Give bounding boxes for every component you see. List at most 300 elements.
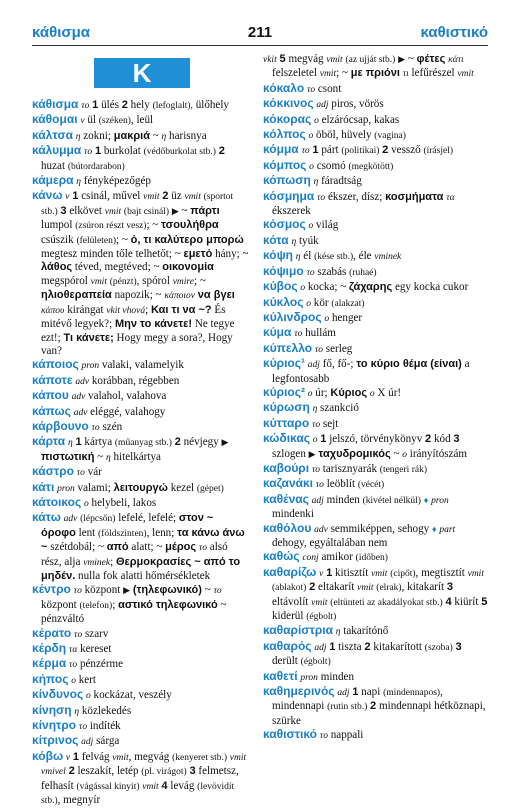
phrase-arrow-icon: ▶ (171, 205, 179, 216)
grammar-label: η (295, 252, 301, 263)
grammar-label: ο (300, 283, 306, 294)
grammar-label: vmit (357, 583, 374, 594)
definition-text: nulla fok alatti hőmérsékletek (75, 570, 211, 582)
grammar-label: το (311, 464, 321, 475)
grammar-label: vminek (374, 252, 402, 263)
grammar-label: vmit (467, 568, 484, 579)
usage-note: (politikai) (341, 146, 380, 157)
section-letter: Κ (94, 58, 190, 88)
usage-note: (kése stb.) (314, 252, 354, 263)
grammar-label: το (301, 146, 310, 157)
dictionary-entry (263, 326, 489, 341)
grammar-label: κάτι (448, 55, 464, 65)
grammar-label: conj (302, 553, 319, 564)
headword: κάθισμα (32, 97, 79, 111)
definition-text: valami; (74, 481, 114, 494)
definition-text: szétdobál; ~ (47, 541, 107, 554)
dictionary-entry (263, 640, 489, 670)
headword: κίνηση (32, 702, 72, 717)
dictionary-entry (32, 189, 251, 358)
usage-note: (ruhaé) (349, 267, 377, 278)
definition-text: henger (329, 311, 363, 324)
headword: κόβω (32, 748, 64, 763)
headword: κάλυμμα (32, 143, 82, 158)
definition-text: Ne tegye ezt!; (41, 318, 235, 344)
usage-note: (az ujját stb.) (345, 55, 396, 65)
definition-text: tyúk (296, 234, 319, 247)
dictionary-entry (32, 583, 251, 626)
definition-text: megspórol (41, 274, 91, 287)
definition-text: leöblít (323, 478, 358, 491)
grammar-label: το (78, 722, 88, 733)
usage-note: (kenyeret stb.) (172, 752, 227, 763)
headword: καθετί (263, 668, 298, 683)
greek-phrase: από (106, 541, 129, 554)
dictionary-entry (32, 704, 251, 719)
definition-text: jelszó, törvénykönyv (326, 433, 426, 446)
definition-text: megtesz minden tőle telhetőt; ~ (41, 248, 184, 261)
definition-text: felszeletel (272, 67, 320, 80)
headword: καβούρι (263, 460, 310, 475)
definition-text: közlekedés (79, 704, 132, 717)
grammar-label: v (319, 568, 324, 579)
grammar-label: το (306, 84, 316, 95)
sense-number: 1 (329, 640, 336, 653)
grammar-label: το (314, 344, 324, 355)
definition-text: kód (431, 433, 454, 446)
usage-note: (vágással kinyit) (76, 781, 140, 792)
grammar-label: vmit (104, 206, 122, 217)
definition-text: valaki, valamelyik (99, 359, 184, 372)
definition-text: kiderül (272, 610, 307, 623)
grammar-label: v (65, 752, 71, 763)
dictionary-entry (32, 657, 251, 672)
definition-text: , mindennapi (272, 686, 443, 713)
headword: κόκκινος (263, 96, 314, 111)
dictionary-entry (263, 462, 489, 477)
headword: καθημερινός (263, 684, 335, 699)
sense-number: 1 (72, 190, 79, 203)
sense-number: 5 (279, 53, 286, 65)
grammar-label: adj (337, 688, 350, 699)
grammar-label: vmit (143, 192, 160, 203)
greek-phrase: Τι κάνετε; (63, 331, 114, 344)
dictionary-entry (263, 522, 489, 551)
usage-note: (bajt csinál) (123, 206, 170, 217)
grammar-label: η (75, 131, 81, 142)
definition-text: elzárócsap, kakas (318, 113, 400, 126)
headword: κύριος¹ (263, 356, 305, 371)
definition-text: korábban, régebben (89, 374, 180, 387)
definition-text: levág (167, 779, 198, 792)
definition-text: ~ (178, 204, 191, 217)
headword: κύμα (263, 325, 292, 340)
dictionary-entry (263, 417, 489, 432)
definition-text: ; ~ (336, 67, 351, 80)
grammar-label: ο (308, 131, 314, 142)
headword: κάτω (32, 510, 61, 525)
dictionary-entry (263, 550, 489, 565)
greek-phrase: να βγει (197, 289, 235, 302)
definition-text: úr; (312, 386, 331, 399)
definition-text: burkolat (101, 145, 144, 158)
definition-text: szén (99, 420, 123, 433)
greek-phrase: πιστωτική (41, 450, 95, 463)
definition-text: ~ pénzváltó (41, 598, 227, 626)
grammar-label: το (69, 660, 78, 671)
definition-text: szarv (82, 627, 109, 640)
dictionary-entry (263, 624, 489, 639)
dictionary-entry (263, 296, 489, 311)
grammar-label: adj (81, 737, 94, 748)
definition-text: fő, fő-; (319, 358, 357, 371)
grammar-label: το (317, 192, 326, 203)
usage-note: (égbolt) (300, 657, 331, 668)
sense-number: 1 (92, 99, 99, 111)
definition-text: ~ (390, 447, 403, 460)
definition-text: szlogen (272, 447, 309, 460)
sense-number: 1 (320, 433, 327, 446)
definition-text: központ (81, 584, 124, 597)
definition-text: Hogy megy a sora?, Hogy van? (41, 331, 233, 357)
definition-text: egy kocka cukor (392, 281, 469, 294)
dictionary-entry (32, 435, 251, 465)
headword: κάλτσα (32, 127, 73, 142)
usage-note: (telefon) (79, 600, 113, 611)
dictionary-entry (32, 129, 251, 144)
left-column (32, 52, 251, 809)
definition-text: névjegy (180, 436, 222, 449)
definition-text: semmiképpen, sehogy (327, 522, 432, 535)
headword: κύβος (263, 279, 298, 294)
grammar-label: η (74, 706, 80, 717)
headword: κύκλος (263, 294, 304, 309)
dictionary-entry (263, 386, 489, 401)
diamond-icon: ♦ (431, 523, 437, 534)
definition-text: lent (75, 526, 99, 539)
grammar-label: pron (431, 495, 449, 506)
headword: κάτοικος (32, 494, 82, 509)
grammar-label: pron (300, 672, 318, 683)
grammar-label: ο (306, 298, 311, 309)
definition-text: kert (75, 673, 97, 686)
usage-note: (elrak) (376, 583, 402, 594)
headword: καθαρός (263, 638, 312, 653)
grammar-label: το (84, 147, 93, 158)
grammar-label: adv (63, 514, 78, 525)
dictionary-entry (263, 728, 489, 743)
definition-text: eléggé, valahogy (87, 405, 166, 418)
grammar-label: η (291, 236, 297, 247)
usage-note: (felületen) (76, 235, 116, 246)
definition-text: ; ~ (146, 219, 162, 232)
dictionary-entry (32, 405, 251, 420)
definition-text: eltávolít (272, 595, 312, 608)
right-column (263, 53, 489, 744)
grammar-label: ο (86, 691, 91, 702)
dictionary-entry (32, 481, 251, 496)
grammar-label: κάποιον (164, 291, 196, 302)
dictionary-entry (263, 143, 489, 158)
definition-text: , éle (353, 250, 375, 263)
definition-text: kitisztít (332, 566, 372, 579)
grammar-label: η (161, 131, 167, 142)
dictionary-entry (263, 53, 489, 82)
header-rule (32, 45, 488, 46)
definition-text: ; ~ (116, 233, 131, 246)
dictionary-entry (32, 113, 251, 128)
usage-note: (vécét) (357, 480, 385, 491)
headword: κύτταρο (263, 415, 310, 430)
definition-text: csinál, művel (78, 190, 144, 203)
sense-number: 3 (189, 765, 196, 778)
grammar-label: ο (307, 388, 313, 399)
usage-note: (írásjel) (423, 146, 453, 157)
definition-text: kereset (77, 643, 112, 656)
definition-text: kockázat, veszély (90, 689, 172, 702)
greek-phrase: ό, τι καλύτερο μπορώ (130, 233, 244, 246)
greek-phrase: στον ~ όροφο (41, 512, 214, 539)
headword: κάστρο (32, 464, 74, 479)
definition-text: kitakarított (370, 640, 425, 653)
headword: κότα (263, 232, 289, 247)
header-first-word: κάθισμα (32, 24, 91, 41)
sense-number: 2 (121, 99, 128, 111)
dictionary-entry (32, 627, 251, 642)
definition-text: mindenki (272, 508, 314, 521)
sense-number: 3 (455, 640, 462, 653)
definition-text: ; (110, 555, 116, 568)
grammar-label: ο (324, 313, 330, 324)
usage-note: (lefoglalt), (152, 101, 193, 111)
headword: κίνδυνος (32, 687, 84, 702)
grammar-label: o (402, 449, 407, 460)
greek-phrase: Κύριος (330, 386, 368, 399)
definition-text: párt (318, 144, 342, 157)
left-entries (32, 98, 251, 809)
grammar-label: adv (71, 392, 86, 403)
greek-phrase: με πριόνι (350, 67, 400, 80)
definition-text: világ (313, 219, 339, 232)
dictionary-entry (263, 685, 489, 728)
definition-text: kezel (167, 481, 197, 494)
greek-phrase: εμετό (183, 248, 213, 261)
usage-note: (sportot stb.) (41, 192, 234, 217)
grammar-label: vmit (142, 781, 159, 792)
usage-note: (megkötött) (348, 161, 394, 172)
definition-text: X úr! (374, 386, 402, 399)
greek-phrase: οικονομία (162, 261, 214, 274)
dictionary-entry (32, 389, 251, 404)
definition-text: piros, vörös (328, 98, 384, 111)
grammar-label: adj (316, 100, 329, 111)
sense-number: 2 (174, 436, 181, 449)
definition-text: csomó (313, 159, 349, 172)
definition-text: harisnya (166, 129, 207, 142)
definition-text: huzat (41, 159, 68, 172)
headword: κάπου (32, 388, 69, 403)
dictionary-entry (32, 374, 251, 389)
definition-text: hullám (302, 327, 336, 340)
definition-text: elkövet (66, 204, 105, 217)
definition-text: központ (41, 598, 80, 611)
headword: κόκαλο (263, 80, 305, 95)
grammar-label: adj (311, 495, 324, 506)
grammar-label: vmit (112, 752, 129, 763)
definition-text: valahol, valahova (85, 390, 167, 403)
greek-phrase: φέτες (416, 53, 446, 65)
grammar-label: κάπου (41, 305, 65, 316)
sense-number: 3 (446, 581, 454, 594)
grammar-label: το (198, 543, 208, 554)
headword: κάποιος (32, 357, 79, 372)
usage-note: (pl. virágot) (141, 767, 187, 778)
dictionary-entry (32, 719, 251, 734)
greek-phrase: ζάχαρης (349, 281, 393, 294)
headword: κύρωση (263, 400, 310, 415)
usage-note: (mindennapos) (383, 688, 441, 699)
headword: κάνω (32, 188, 63, 203)
grammar-label: το (73, 586, 82, 597)
dictionary-entry (263, 174, 489, 189)
dictionary-entry (32, 358, 251, 373)
grammar-label: vkit (263, 55, 277, 65)
sense-number: 1 (72, 750, 80, 763)
sense-number: 2 (309, 581, 316, 594)
definition-text: vessző (388, 144, 424, 157)
greek-phrase: (τηλεφωνικό) (132, 584, 202, 597)
usage-note: (eltünteti az akadályokat stb.) (330, 597, 443, 608)
dictionary-entry (263, 97, 489, 112)
grammar-label: το (213, 586, 222, 597)
grammar-label: v (80, 116, 85, 127)
headword: καθώς (263, 549, 300, 564)
definition-text: , spórol (136, 274, 173, 287)
usage-note: (bútordarabon) (67, 161, 125, 172)
definition-text: ~ (201, 584, 214, 597)
dictionary-entry (263, 477, 489, 492)
headword: κέρατο (32, 625, 72, 640)
sense-number: 2 (68, 765, 75, 778)
grammar-label: το (306, 267, 315, 278)
dictionary-entry (32, 750, 251, 809)
dictionary-entry (263, 342, 489, 357)
grammar-label: vmit (326, 55, 343, 65)
grammar-label: το (294, 329, 303, 340)
usage-note: (égbolt) (306, 612, 337, 623)
dictionary-entry (263, 234, 489, 249)
definition-text: kocka; ~ (305, 281, 350, 294)
dictionary-entry (32, 465, 251, 480)
grammar-label: vmit (319, 69, 337, 80)
grammar-label: adj (314, 642, 327, 653)
dictionary-entry (32, 496, 251, 511)
definition-text: vár (84, 466, 102, 479)
definition-text: szankció (317, 402, 359, 415)
dictionary-entry (263, 401, 489, 416)
grammar-label: vmit (311, 597, 328, 608)
headword: κήπος (32, 671, 69, 686)
dictionary-entry (263, 218, 489, 233)
headword: κέρμα (32, 656, 67, 671)
definition-text: téved, megtéved; ~ (72, 261, 163, 274)
headword: κέντρο (32, 582, 71, 597)
grammar-label: το (76, 468, 85, 479)
headword: κόσμημα (263, 188, 315, 203)
header-last-word: καθιστικό (420, 24, 488, 41)
usage-note: (pénzt) (109, 276, 137, 287)
grammar-label: vmit (90, 276, 107, 287)
grammar-label: το (91, 422, 100, 433)
greek-phrase: μέρος (165, 541, 197, 554)
definition-text: ~ (149, 129, 162, 142)
greek-phrase: λάθος (41, 261, 73, 274)
definition-text: , megtisztít (415, 566, 468, 579)
headword: καθόλου (263, 520, 312, 535)
grammar-label: pron (57, 483, 75, 494)
grammar-label: vkit vhová (106, 305, 146, 316)
definition-text: felvág (79, 750, 113, 763)
definition-text: És mitévő legyek?; (41, 303, 226, 331)
definition-text: eltakarít (315, 581, 358, 594)
grammar-label: ο (314, 115, 319, 126)
dictionary-entry (32, 420, 251, 435)
definition-text: kör (311, 296, 332, 309)
dictionary-entry (32, 144, 251, 174)
sense-number: 1 (94, 145, 102, 158)
phrase-arrow-icon: ▶ (123, 585, 131, 596)
usage-note: (kivétel nélkül) (362, 495, 421, 506)
dictionary-entry (263, 82, 489, 97)
definition-text: minden (323, 493, 363, 506)
usage-note: (zsúron részt vesz) (75, 221, 147, 232)
grammar-label: adv (314, 524, 328, 535)
definition-text: szabás (314, 265, 350, 278)
headword: κίτρινος (32, 733, 79, 748)
definition-text: él (300, 250, 315, 263)
sense-number: 2 (364, 640, 371, 653)
greek-phrase: πάρτι (190, 204, 220, 217)
dictionary-entry (263, 493, 489, 522)
definition-text: fáradtság (318, 175, 362, 188)
headword: κόλπος (263, 127, 306, 142)
grammar-label: ο (84, 498, 89, 509)
definition-text: , megvág (128, 750, 173, 763)
grammar-label: η (335, 627, 341, 638)
usage-note: (gépet) (196, 483, 224, 494)
grammar-label: vmit (184, 192, 201, 203)
definition-text: minden (317, 670, 354, 683)
greek-phrase: Θερμοκρασίες ~ από το μηδέν. (41, 555, 241, 582)
definition-text: lumpol (41, 219, 76, 232)
sense-number: 1 (326, 566, 333, 579)
dictionary-entry (263, 249, 489, 264)
grammar-label: part (439, 524, 456, 535)
definition-text: megvág (285, 53, 327, 65)
greek-phrase: ηλιοθεραπεία (41, 289, 112, 302)
usage-note: (széken) (98, 116, 131, 127)
headword: κόψη (263, 248, 293, 263)
usage-note: (rutin stb.) (327, 702, 368, 713)
dictionary-entry (32, 98, 251, 113)
grammar-label: το (311, 419, 321, 430)
headword: κόμπος (263, 157, 307, 172)
grammar-label: το (319, 731, 328, 742)
sense-number: 2 (218, 145, 225, 158)
definition-text: pénzérme (77, 658, 124, 671)
dictionary-entry (263, 566, 489, 625)
greek-phrase: λειτουργώ (113, 481, 168, 494)
